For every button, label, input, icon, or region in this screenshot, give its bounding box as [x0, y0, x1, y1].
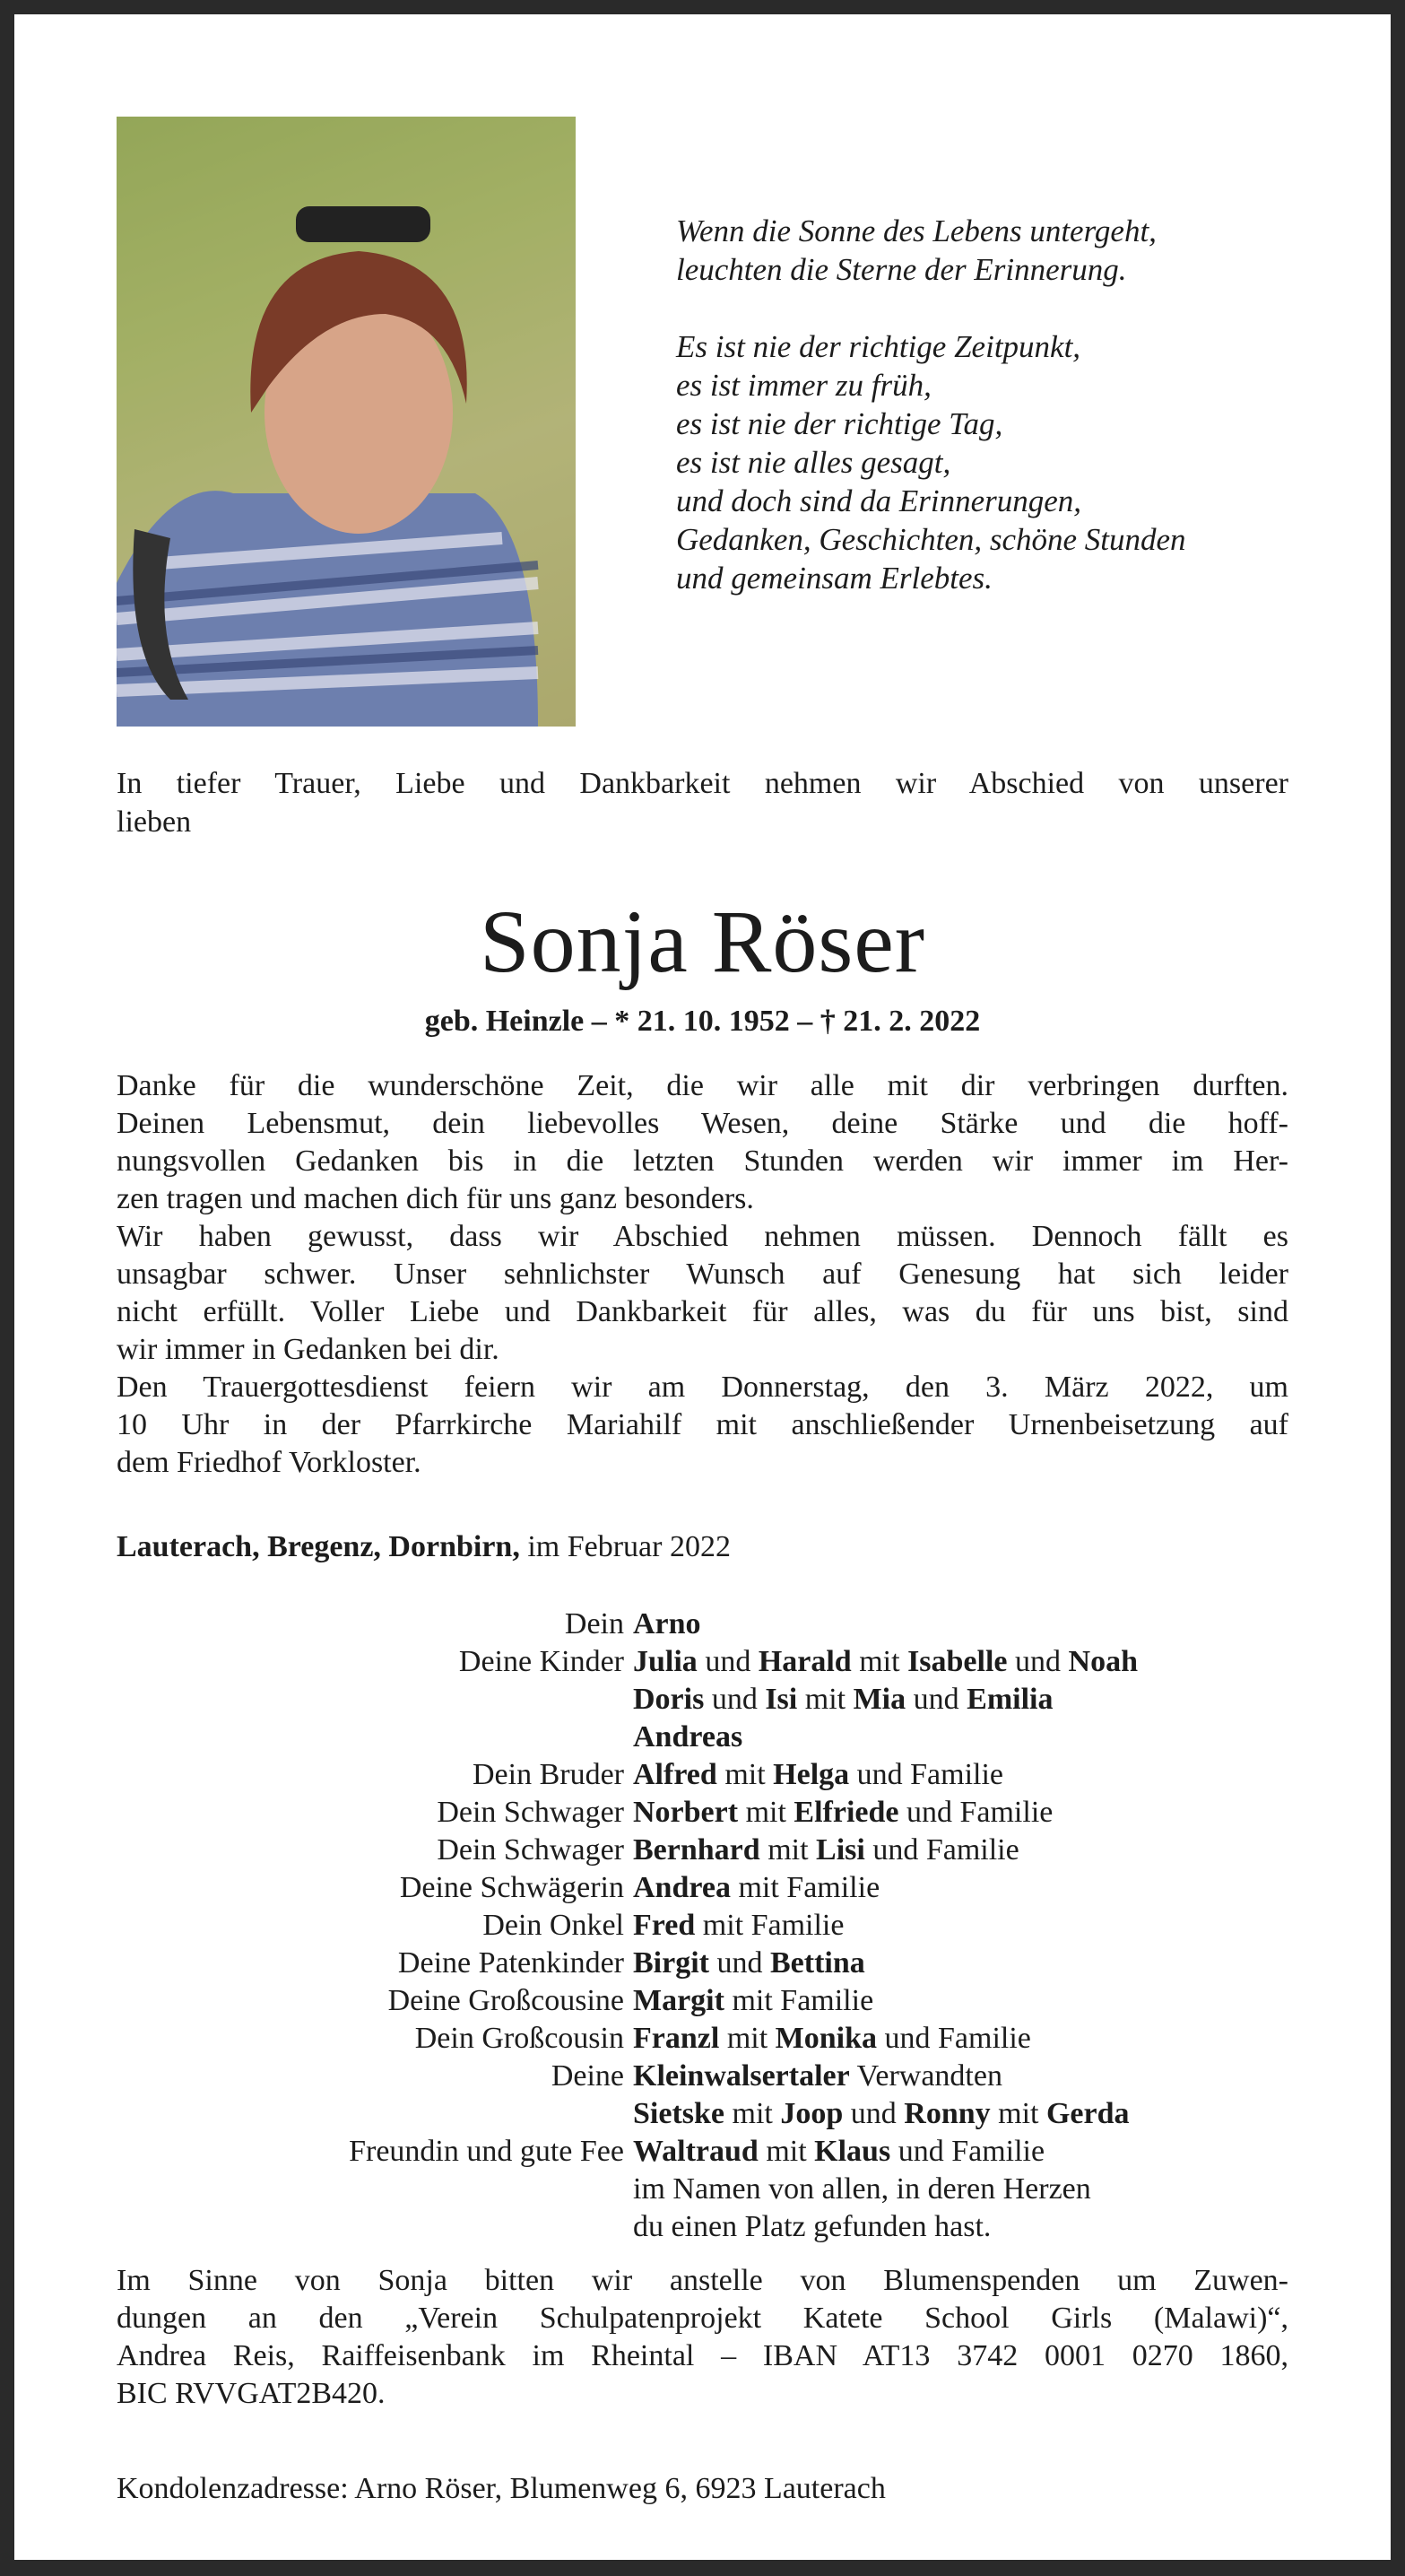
family-member-name: Birgit [633, 1946, 709, 1980]
family-row [117, 2095, 1288, 2133]
place-date [117, 1530, 731, 1564]
family-member-name: Sietske [633, 2097, 724, 2130]
poem-line: es ist nie der richtige Tag, [676, 406, 1003, 441]
towns: Lauterach, Bregenz, Dornbirn, [117, 1530, 520, 1563]
donation-line: Andrea Reis, Raiffeisenbank im Rheintal – IBAN AT13 3742 0001 0270 1860, [117, 2339, 1288, 2372]
family-member-name: Norbert [633, 1796, 739, 1829]
portrait-image [117, 117, 576, 727]
poem-line: es ist immer zu früh, [676, 368, 932, 403]
donation-line: dungen an den „Verein Schulpatenprojekt Katete School Girls (Malawi)“, [117, 2302, 1288, 2335]
family-row [117, 1681, 1288, 1719]
family-member-name: Margit [633, 1984, 724, 2017]
family-member-name: Mia [853, 1683, 906, 1716]
family-member-name: Julia [633, 1645, 698, 1678]
body-line: zen tragen und machen dich für uns ganz besonders. [117, 1182, 754, 1215]
family-member-name: Arno [633, 1607, 701, 1640]
body-line: Danke für die wunderschöne Zeit, die wir alle mit dir verbringen durften. [117, 1069, 1288, 1102]
family-list [117, 1606, 1288, 2246]
family-row [117, 1719, 1288, 1756]
family-names [633, 1832, 1019, 1869]
body-line: nicht erfüllt. Voller Liebe und Dankbarkeit für alles, was du für uns bist, sind [117, 1295, 1288, 1328]
poem-line: leuchten die Sterne der Erinnerung. [676, 252, 1127, 287]
family-member-name: Emilia [967, 1683, 1054, 1716]
relation-label: Dein Großcousin [414, 2022, 624, 2055]
connector-text: mit [797, 1683, 854, 1716]
family-row [117, 1794, 1288, 1832]
family-member-name: Alfred [633, 1758, 717, 1791]
family-member-name: Gerda [1045, 2097, 1130, 2130]
connector-text: und [843, 2097, 905, 2130]
relation-label: Freundin und gute Fee [349, 2135, 624, 2168]
family-names [633, 1606, 701, 1643]
relation-label: Deine Großcousine [387, 1984, 624, 2017]
connector-text: und [697, 1645, 759, 1678]
connector-text: und [906, 1683, 967, 1716]
body-line: wir immer in Gedanken bei dir. [117, 1333, 499, 1366]
relation-label: Deine [551, 2059, 624, 2093]
relation-label [117, 2095, 633, 2133]
connector-text: und Familie [890, 2135, 1045, 2168]
family-row [117, 2171, 1288, 2208]
connector-text: mit [724, 2097, 781, 2130]
poem-line: es ist nie alles gesagt, [676, 445, 951, 480]
body-line: Wir haben gewusst, dass wir Abschied nehmen müssen. Dennoch fällt es [117, 1220, 1288, 1253]
family-names [633, 2020, 1031, 2058]
family-member-name: Lisi [816, 1833, 865, 1867]
connector-text: und Familie [849, 1758, 1004, 1791]
family-row [117, 1982, 1288, 2020]
message-body [117, 1067, 1288, 1482]
connector-text: Verwandten [849, 2059, 1002, 2093]
relation-label: Deine Kinder [458, 1645, 624, 1678]
family-names [633, 2058, 1002, 2095]
family-row [117, 1869, 1288, 1907]
poem [676, 212, 1186, 597]
birth-death-dates: geb. Heinzle – * 21. 10. 1952 – † 21. 2. 2022 [424, 1005, 981, 1038]
connector-text: mit [990, 2097, 1046, 2130]
family-names [633, 1794, 1053, 1832]
relation-label: Dein Schwager [437, 1833, 624, 1867]
family-member-name: Monika [775, 2022, 878, 2055]
family-names [633, 2171, 1091, 2208]
relation-label: Dein [564, 1607, 624, 1640]
intro-line: In tiefer Trauer, Liebe und Dankbarkeit nehmen wir Abschied von unserer [117, 767, 1288, 800]
family-names [633, 2095, 1130, 2133]
connector-text: mit [851, 1645, 908, 1678]
family-member-name: Bernhard [633, 1833, 760, 1867]
family-row [117, 2133, 1288, 2171]
body-line: unsagbar schwer. Unser sehnlichster Wunsch auf Genesung hat sich leider [117, 1258, 1288, 1291]
family-member-name: Fred [633, 1909, 696, 1942]
family-row [117, 2020, 1288, 2058]
family-names [633, 1719, 742, 1756]
family-member-name: Elfriede [794, 1796, 899, 1829]
family-names [633, 1869, 880, 1907]
family-names [633, 1907, 844, 1945]
family-member-name: Waltraud [633, 2135, 759, 2168]
family-row [117, 1606, 1288, 1643]
family-names [633, 1945, 865, 1982]
connector-text: du einen Platz gefunden hast. [633, 2210, 992, 2243]
deceased-name: Sonja Röser [479, 892, 926, 991]
relation-label [117, 2171, 633, 2208]
connector-text: und Familie [877, 2022, 1031, 2055]
family-member-name: Ronny [904, 2097, 991, 2130]
family-member-name: Helga [773, 1758, 850, 1791]
family-names [633, 1681, 1053, 1719]
connector-text: mit [716, 1758, 774, 1791]
family-member-name: Klaus [814, 2135, 891, 2168]
family-row [117, 2058, 1288, 2095]
relation-label: Dein Bruder [472, 1758, 624, 1791]
poem-line: und gemeinsam Erlebtes. [676, 561, 993, 596]
condolence-address: Kondolenzadresse: Arno Röser, Blumenweg 6, 6923 Lauterach [117, 2472, 886, 2505]
family-member-name: Bettina [769, 1946, 865, 1980]
family-member-name: Joop [780, 2097, 844, 2130]
family-names [633, 2133, 1045, 2171]
family-member-name: Andrea [633, 1871, 731, 1904]
body-line: Den Trauergottesdienst feiern wir am Donnerstag, den 3. März 2022, um [117, 1371, 1288, 1404]
connector-text: mit [719, 2022, 776, 2055]
connector-text: und Familie [864, 1833, 1019, 1867]
relation-label [117, 2208, 633, 2246]
relation-label: Deine Schwägerin [399, 1871, 624, 1904]
family-row [117, 1832, 1288, 1869]
intro-text [117, 764, 1288, 841]
connector-text: mit Familie [695, 1909, 845, 1942]
family-member-name: Kleinwalsertaler [633, 2059, 850, 2093]
relation-label [117, 1681, 633, 1719]
body-line: nungsvollen Gedanken bis in die letzten Stunden werden wir immer im Her- [117, 1144, 1288, 1178]
relation-label: Dein Schwager [437, 1796, 624, 1829]
portrait-photo [117, 117, 576, 727]
connector-text: und Familie [898, 1796, 1054, 1829]
intro-line: lieben [117, 805, 192, 839]
family-member-name: Isabelle [907, 1645, 1008, 1678]
family-row [117, 1643, 1288, 1681]
donation-line: Im Sinne von Sonja bitten wir anstelle von Blumenspenden um Zuwen- [117, 2264, 1288, 2297]
family-row [117, 1945, 1288, 1982]
family-member-name: Noah [1068, 1645, 1138, 1678]
connector-text: mit [759, 1833, 817, 1867]
connector-text: und [708, 1946, 770, 1980]
poem-line: Es ist nie der richtige Zeitpunkt, [676, 329, 1081, 364]
date: im Februar 2022 [519, 1530, 731, 1563]
family-member-name: Franzl [633, 2022, 720, 2055]
family-row [117, 2208, 1288, 2246]
family-member-name: Isi [765, 1683, 798, 1716]
family-names [633, 2208, 991, 2246]
relation-label [117, 1719, 633, 1756]
connector-text: mit Familie [730, 1871, 880, 1904]
donation-note [117, 2262, 1288, 2413]
donation-line: BIC RVVGAT2B420. [117, 2377, 386, 2410]
connector-text: und [704, 1683, 766, 1716]
connector-text: und [1007, 1645, 1069, 1678]
connector-text: mit [758, 2135, 815, 2168]
connector-text: mit Familie [724, 1984, 874, 2017]
family-member-name: Andreas [633, 1720, 743, 1754]
connector-text: im Namen von allen, in deren Herzen [633, 2172, 1091, 2206]
family-names [633, 1643, 1138, 1681]
relation-label: Dein Onkel [482, 1909, 624, 1942]
poem-line: Wenn die Sonne des Lebens untergeht, [676, 213, 1157, 248]
connector-text: mit [738, 1796, 794, 1829]
family-names [633, 1982, 873, 2020]
family-member-name: Doris [633, 1683, 705, 1716]
family-names [633, 1756, 1003, 1794]
family-row [117, 1907, 1288, 1945]
poem-line: Gedanken, Geschichten, schöne Stunden [676, 522, 1186, 557]
body-line: 10 Uhr in der Pfarrkirche Mariahilf mit anschließender Urnenbeisetzung auf [117, 1408, 1288, 1441]
body-line: dem Friedhof Vorkloster. [117, 1446, 421, 1479]
poem-line: und doch sind da Erinnerungen, [676, 483, 1082, 518]
relation-label: Deine Patenkinder [397, 1946, 624, 1980]
family-member-name: Harald [758, 1645, 852, 1678]
body-line: Deinen Lebensmut, dein liebevolles Wesen, deine Stärke und die hoff- [117, 1107, 1288, 1140]
family-row [117, 1756, 1288, 1794]
